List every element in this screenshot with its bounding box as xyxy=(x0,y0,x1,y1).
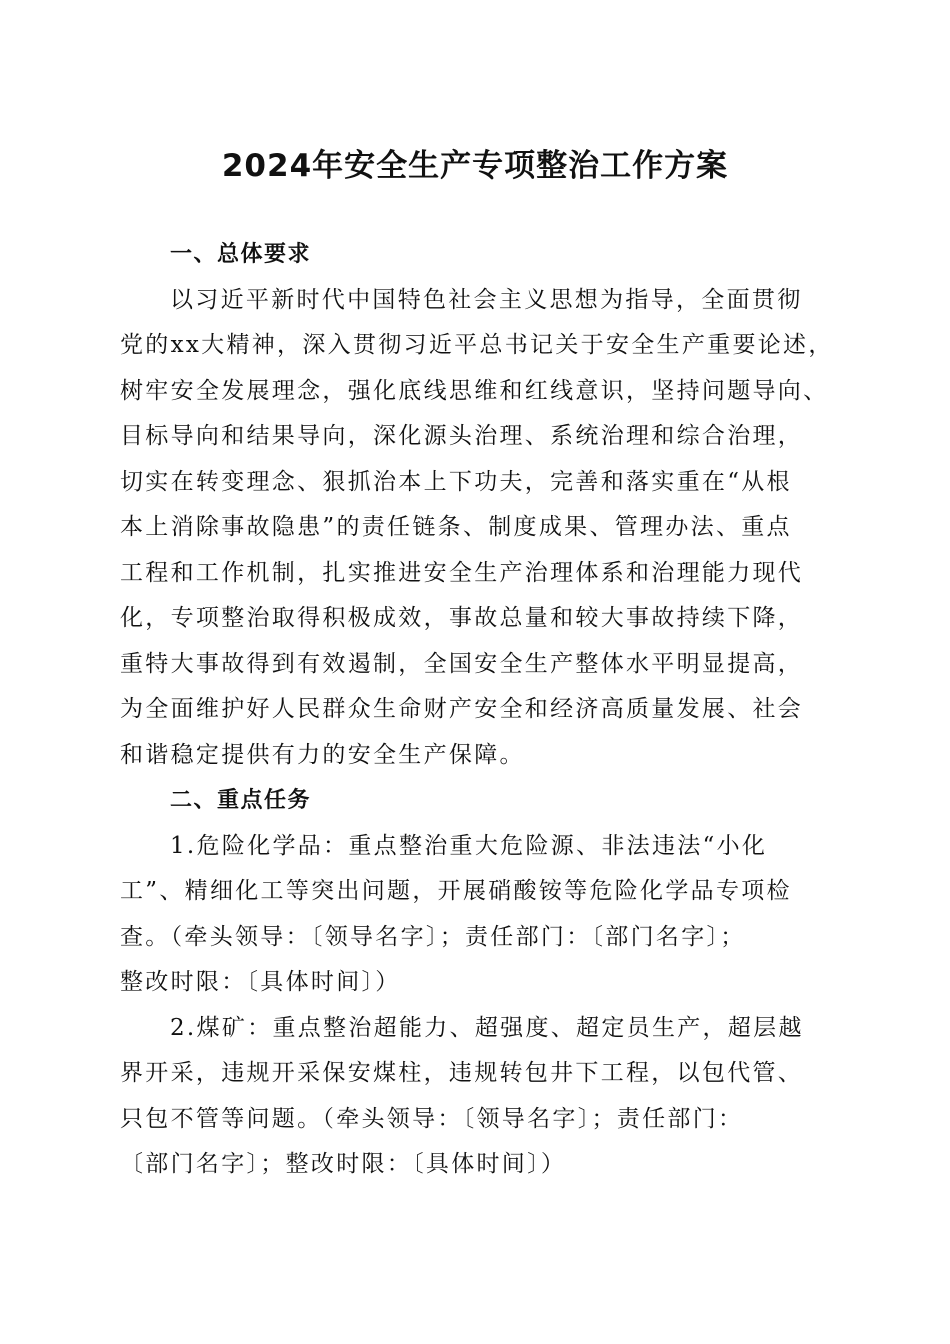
paragraph-line: 化，专项整治取得积极成效，事故总量和较大事故持续下降， xyxy=(120,605,804,631)
section-heading-general-requirements: 一、总体要求 xyxy=(170,242,312,267)
paragraph-line: 工程和工作机制，扎实推进安全生产治理体系和治理能力现代 xyxy=(120,559,804,586)
paragraph-line: 查。（牵头领导：〔领导名字〕；责任部门：〔部门名字〕； xyxy=(120,923,746,950)
paragraph-general-requirements xyxy=(120,278,840,779)
paragraph-line: 本上消除事故隐患”的责任链条、制度成果、管理办法、重点 xyxy=(120,514,792,540)
paragraph-line: 整改时限：〔具体时间〕） xyxy=(120,969,401,995)
paragraph-line: 重特大事故得到有效遏制，全国安全生产整体水平明显提高， xyxy=(120,650,804,677)
paragraph-line: 切实在转变理念、狠抓治本上下功夫，完善和落实重在“从根 xyxy=(120,468,792,495)
paragraph-line: 党的xx大精神，深入贯彻习近平总书记关于安全生产重要论述， xyxy=(120,332,834,358)
task-item-hazardous-chemicals xyxy=(120,824,840,1006)
paragraph-line: 为全面维护好人民群众生命财产安全和经济高质量发展、社会 xyxy=(120,696,804,722)
paragraph-line: 工”、精细化工等突出问题，开展硝酸铵等危险化学品专项检 xyxy=(120,878,792,904)
paragraph-line: 树牢安全发展理念，强化底线思维和红线意识，坚持问题导向、 xyxy=(120,377,829,404)
paragraph-line: 1.危险化学品：重点整治重大危险源、非法违法“小化 xyxy=(170,832,768,859)
paragraph-line: 只包不管等问题。（牵头领导：〔领导名字〕；责任部门： xyxy=(120,1105,744,1132)
document-title: 2024年安全生产专项整治工作方案 xyxy=(221,148,729,184)
document-body xyxy=(120,232,840,1188)
paragraph-line: 和谐稳定提供有力的安全生产保障。 xyxy=(120,741,525,768)
paragraph-line: 〔部门名字〕；整改时限：〔具体时间〕） xyxy=(120,1151,567,1177)
paragraph-line: 界开采，违规开采保安煤柱，违规转包井下工程，以包代管、 xyxy=(120,1060,804,1086)
section-heading-key-tasks: 二、重点任务 xyxy=(170,788,312,813)
paragraph-line: 以习近平新时代中国特色社会主义思想为指导，全面贯彻 xyxy=(170,286,803,313)
paragraph-line: 目标导向和结果导向，深化源头治理、系统治理和综合治理， xyxy=(120,423,804,449)
paragraph-line: 2.煤矿：重点整治超能力、超强度、超定员生产，超层越 xyxy=(170,1014,804,1041)
task-item-coal-mines xyxy=(120,1006,840,1188)
